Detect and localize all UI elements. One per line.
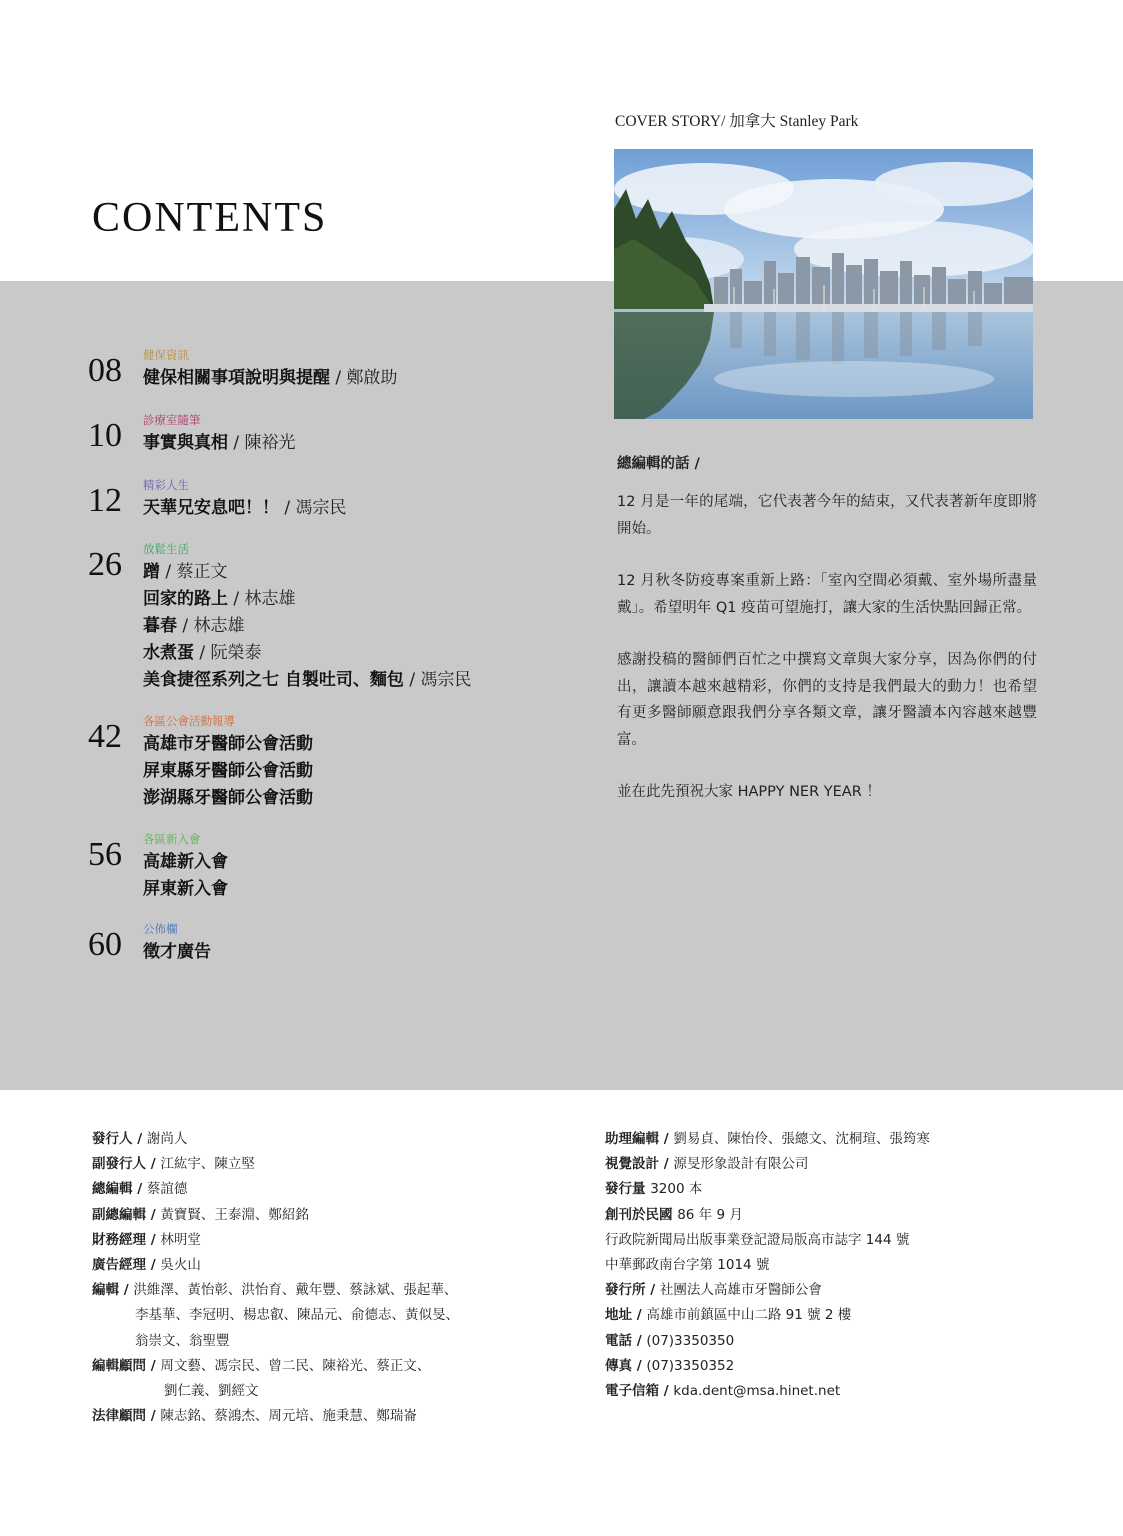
credit-label: 財務經理 /	[92, 1231, 161, 1248]
page-number: 12	[88, 482, 122, 519]
credit-value: 高雄市前鎮區中山二路 91 號 2 樓	[646, 1307, 852, 1324]
credit-line	[92, 1379, 562, 1404]
toc-entry[interactable]	[143, 559, 471, 586]
credit-label: 發行量	[605, 1181, 651, 1198]
credit-line	[605, 1127, 1085, 1152]
credit-value: 翁崇文、翁聖豐	[135, 1332, 230, 1349]
page-number: 56	[88, 836, 122, 873]
cover-story-caption: COVER STORY/ 加拿大 Stanley Park	[615, 113, 859, 130]
entry-title: 事實與真相	[143, 433, 228, 453]
credit-line	[605, 1354, 1085, 1379]
masthead-credits-left	[92, 1127, 562, 1429]
section-category: 放鬆生活	[143, 542, 189, 556]
section-category: 各區新入會	[143, 832, 201, 846]
credit-value: (07)3350350	[646, 1332, 735, 1349]
credit-value: 社團法人高雄市牙醫師公會	[659, 1282, 822, 1299]
editor-paragraph: 感謝投稿的醫師們百忙之中撰寫文章與大家分享，因為你們的付出，讓讀本越來越精彩，你們的支持是我們最大的動力！也希望有更多醫師願意跟我們分享各類文章，讓牙醫讀本內容越來越豐富。	[617, 652, 1037, 748]
editor-paragraph: 12 月秋冬防疫專案重新上路：「室內空間必須戴、室外場所盡量戴」。希望明年 Q1 疫苗可望施打，讓大家的生活快點回歸正常。	[617, 573, 1037, 616]
credit-line	[605, 1303, 1085, 1328]
credit-value: 洪維澤、黃怡彰、洪怡育、戴年豐、蔡詠斌、張起華、	[133, 1282, 458, 1299]
page-number: 08	[88, 352, 122, 389]
credit-label: 創刊於民國	[605, 1206, 678, 1223]
credit-value: 李基華、李冠明、楊忠叡、陳品元、俞德志、黃似旻、	[135, 1307, 459, 1324]
credit-line	[605, 1329, 1085, 1354]
entry-title: 徵才廣告	[143, 942, 211, 962]
entry-author: / 蔡正文	[160, 562, 228, 582]
credit-line	[92, 1329, 562, 1354]
credit-line	[605, 1278, 1085, 1303]
credit-label: 總編輯 /	[92, 1181, 147, 1198]
credit-line	[92, 1354, 562, 1379]
toc-entry[interactable]	[143, 365, 398, 392]
credit-value: 吳火山	[160, 1257, 201, 1274]
masthead-credits-right	[605, 1127, 1085, 1404]
credit-line	[92, 1253, 562, 1278]
credit-value: 林明堂	[160, 1231, 201, 1248]
toc-entry[interactable]	[143, 939, 211, 966]
credit-value: 中華郵政南台字第 1014 號	[605, 1257, 770, 1274]
editor-paragraph: 並在此先預祝大家 HAPPY NER YEAR ！	[617, 784, 881, 800]
section-category: 診療室隨筆	[143, 413, 201, 427]
credit-value: 劉仁義、劉經文	[164, 1383, 259, 1400]
toc-entry[interactable]	[143, 430, 296, 457]
credit-value: 源旻形象設計有限公司	[673, 1156, 809, 1173]
entry-author: / 阮榮泰	[194, 643, 262, 663]
credit-label: 副發行人 /	[92, 1156, 161, 1173]
entry-title: 美食捷徑系列之七 自製吐司、麵包	[143, 670, 404, 690]
page-number: 42	[88, 718, 122, 755]
credit-line	[92, 1228, 562, 1253]
entry-title: 天華兄安息吧！！	[143, 498, 279, 518]
entry-title: 屏東新入會	[143, 879, 228, 899]
credit-label: 副總編輯 /	[92, 1206, 161, 1223]
section-category: 公佈欄	[143, 922, 178, 936]
credit-line	[92, 1152, 562, 1177]
credit-value: 周文藝、馮宗民、曾二民、陳裕光、蔡正文、	[160, 1357, 431, 1374]
entry-title: 蹭	[143, 562, 160, 582]
credit-label: 助理編輯 /	[605, 1131, 674, 1147]
credit-line	[92, 1404, 562, 1429]
section-category: 健保資訊	[143, 348, 189, 362]
toc-entry[interactable]	[143, 640, 471, 667]
credit-value: 黃寶賢、王泰淵、鄭紹銘	[160, 1206, 309, 1223]
credit-value: (07)3350352	[646, 1357, 735, 1374]
toc-entry[interactable]	[143, 785, 313, 812]
entry-author: / 陳裕光	[228, 433, 296, 453]
credit-label: 電話 /	[605, 1332, 647, 1349]
page-number: 26	[88, 546, 122, 583]
credit-line	[92, 1278, 562, 1303]
toc-entry[interactable]	[143, 731, 313, 758]
credit-label: 廣告經理 /	[92, 1257, 161, 1274]
credit-line	[605, 1253, 1085, 1278]
editor-paragraph: 12 月是一年的尾端，它代表著今年的結束，又代表著新年度即將開始。	[617, 494, 1037, 537]
credit-label: 法律顧問 /	[92, 1408, 161, 1425]
cover-photo	[614, 149, 1033, 419]
page-number: 60	[88, 926, 122, 963]
credit-label: 編輯 /	[92, 1282, 134, 1299]
toc-entry[interactable]	[143, 613, 471, 640]
credit-line	[605, 1379, 1085, 1404]
entry-title: 高雄市牙醫師公會活動	[143, 734, 313, 754]
entry-author: / 馮宗民	[403, 670, 472, 690]
toc-entry[interactable]	[143, 667, 471, 694]
credit-line	[605, 1152, 1085, 1177]
credit-line	[605, 1203, 1085, 1228]
credit-value: 行政院新聞局出版事業登記證局版高市誌字 144 號	[605, 1231, 910, 1248]
toc-entry[interactable]	[143, 876, 228, 903]
credit-line	[605, 1177, 1085, 1202]
credit-value: 陳志銘、蔡鴻杰、周元培、施秉慧、鄭瑞崙	[160, 1408, 417, 1425]
contents-title: CONTENTS	[92, 195, 328, 241]
credit-label: 發行人 /	[92, 1131, 147, 1147]
credit-line	[92, 1303, 562, 1328]
credit-value: 3200 本	[650, 1181, 703, 1198]
credit-value: 謝尚人	[146, 1131, 188, 1147]
toc-entry[interactable]	[143, 849, 228, 876]
page-number: 10	[88, 417, 122, 454]
entry-title: 高雄新入會	[143, 852, 228, 872]
entry-author: / 林志雄	[228, 589, 296, 609]
section-category: 各區公會活動報導	[143, 714, 235, 728]
email-link[interactable]: kda.dent@msa.hinet.net	[673, 1383, 841, 1400]
toc-entry[interactable]	[143, 586, 471, 613]
credit-label: 編輯顧問 /	[92, 1357, 161, 1374]
credit-label: 視覺設計 /	[605, 1156, 674, 1173]
credit-label: 電子信箱 /	[605, 1383, 674, 1400]
credit-value: 蔡誼德	[146, 1181, 188, 1198]
entry-title: 澎湖縣牙醫師公會活動	[143, 788, 313, 808]
entry-title: 健保相關事項說明與提醒	[143, 368, 330, 388]
credit-label: 地址 /	[605, 1307, 647, 1324]
credit-line	[92, 1177, 562, 1202]
section-category: 精彩人生	[143, 478, 189, 492]
editor-note-heading: 總編輯的話 /	[617, 456, 700, 472]
entry-author: / 林志雄	[177, 616, 245, 636]
credit-line	[92, 1127, 562, 1152]
entry-title: 水煮蛋	[143, 643, 194, 663]
credit-line	[605, 1228, 1085, 1253]
entry-title: 暮春	[143, 616, 177, 636]
city-skyline-reflection-icon	[614, 149, 1033, 419]
editor-note	[617, 452, 1037, 832]
toc-entry[interactable]	[143, 495, 347, 522]
credit-value: 江紘宇、陳立堅	[160, 1156, 255, 1173]
credit-line	[92, 1203, 562, 1228]
credit-value: 86 年 9 月	[677, 1206, 743, 1223]
entry-author: / 馮宗民	[279, 498, 347, 518]
entry-author: / 鄭啟助	[330, 368, 398, 388]
entry-title: 回家的路上	[143, 589, 228, 609]
credit-value: 劉易貞、陳怡伶、張總文、沈桐瑄、張筠寒	[673, 1131, 930, 1147]
entry-title: 屏東縣牙醫師公會活動	[143, 761, 313, 781]
toc-entry[interactable]	[143, 758, 313, 785]
credit-label: 發行所 /	[605, 1282, 660, 1299]
credit-label: 傳真 /	[605, 1357, 647, 1374]
